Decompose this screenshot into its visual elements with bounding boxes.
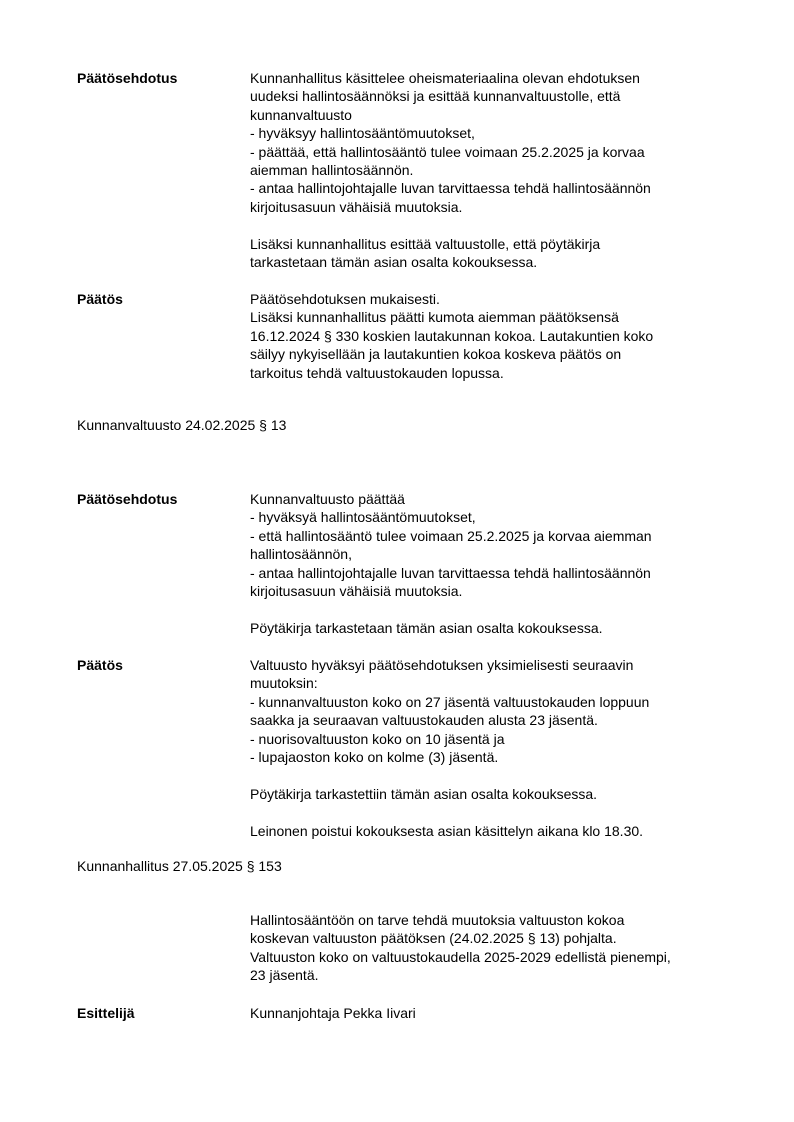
section-label: Päätösehdotus (77, 491, 178, 507)
meeting-heading-board: Kunnanhallitus 27.05.2025 § 153 (77, 858, 282, 874)
text-line: kunnanvaltuusto (250, 106, 352, 123)
text-line: 16.12.2024 § 330 koskien lautakunnan kokoa. Lautakuntien koko (250, 327, 654, 344)
section-content (250, 290, 760, 382)
text-line: Lisäksi kunnanhallitus päätti kumota aiemman päätöksensä (250, 309, 619, 326)
text-line: aiemman hallintosäännön. (250, 162, 414, 179)
section-content (250, 911, 760, 985)
text-line: - hyväksyy hallintosääntömuutokset, (250, 125, 475, 142)
text-line: - että hallintosääntö tulee voimaan 25.2.2025 ja korvaa aiemman (250, 527, 652, 544)
text-line: - antaa hallintojohtajalle luvan tarvittaessa tehdä hallintosäännön (250, 564, 651, 581)
section-label: Esittelijä (77, 1005, 135, 1021)
text-line: Lisäksi kunnanhallitus esittää valtuustolle, että pöytäkirja (250, 235, 601, 252)
text-line: Kunnanvaltuusto päättää (250, 491, 405, 507)
section-content (250, 1004, 760, 1022)
text-line: Pöytäkirja tarkastettiin tämän asian osalta kokouksessa. (250, 785, 598, 802)
text-line: - kunnanvaltuuston koko on 27 jäsentä valtuustokauden loppuun (250, 693, 650, 710)
text-line: Kunnanjohtaja Pekka Iivari (250, 1005, 416, 1021)
text-line: - päättää, että hallintosääntö tulee voimaan 25.2.2025 ja korvaa (250, 143, 645, 160)
text-line: - nuorisovaltuuston koko on 10 jäsentä ja (250, 730, 505, 747)
text-line: Kunnanhallitus käsittelee oheismateriaalina olevan ehdotuksen (250, 70, 640, 86)
section-label: Päätösehdotus (77, 70, 178, 86)
text-line: muutoksin: (250, 675, 318, 692)
text-line: - hyväksyä hallintosääntömuutokset, (250, 509, 476, 526)
text-line: kirjoitusasuun vähäisiä muutoksia. (250, 583, 463, 600)
text-line: kirjoitusasuun vähäisiä muutoksia. (250, 198, 463, 215)
section-label: Päätös (77, 657, 123, 673)
text-line: uudeksi hallintosäännöksi ja esittää kunnanvaltuustolle, että (250, 88, 621, 105)
text-line: Valtuuston koko on valtuustokaudella 2025-2029 edellistä pienempi, (250, 948, 671, 965)
text-line: Valtuusto hyväksyi päätösehdotuksen yksimielisesti seuraavin (250, 657, 634, 673)
section-content (250, 490, 760, 637)
section-content (250, 656, 760, 840)
section-content (250, 69, 760, 271)
text-line: tarkastetaan tämän asian osalta kokouksessa. (250, 254, 538, 271)
text-line: 23 jäsentä. (250, 967, 319, 984)
meeting-heading-council: Kunnanvaltuusto 24.02.2025 § 13 (77, 417, 287, 433)
text-line: Pöytäkirja tarkastetaan tämän asian osalta kokouksessa. (250, 619, 603, 636)
text-line: saakka ja seuraavan valtuustokauden alusta 23 jäsentä. (250, 712, 598, 729)
text-line: säilyy nykyisellään ja lautakuntien kokoa koskeva päätös on (250, 346, 622, 363)
text-line: koskevan valtuuston päätöksen (24.02.2025 § 13) pohjalta. (250, 930, 617, 947)
section-label: Päätös (77, 291, 123, 307)
text-line: Hallintosääntöön on tarve tehdä muutoksia valtuuston kokoa (250, 912, 625, 928)
text-line: - lupajaoston koko on kolme (3) jäsentä. (250, 749, 499, 766)
text-line: Päätösehdotuksen mukaisesti. (250, 291, 440, 307)
text-line: Leinonen poistui kokouksesta asian käsittelyn aikana klo 18.30. (250, 822, 644, 839)
text-line: hallintosäännön, (250, 546, 352, 563)
text-line: - antaa hallintojohtajalle luvan tarvittaessa tehdä hallintosäännön (250, 180, 651, 197)
text-line: tarkoitus tehdä valtuustokauden lopussa. (250, 364, 504, 381)
